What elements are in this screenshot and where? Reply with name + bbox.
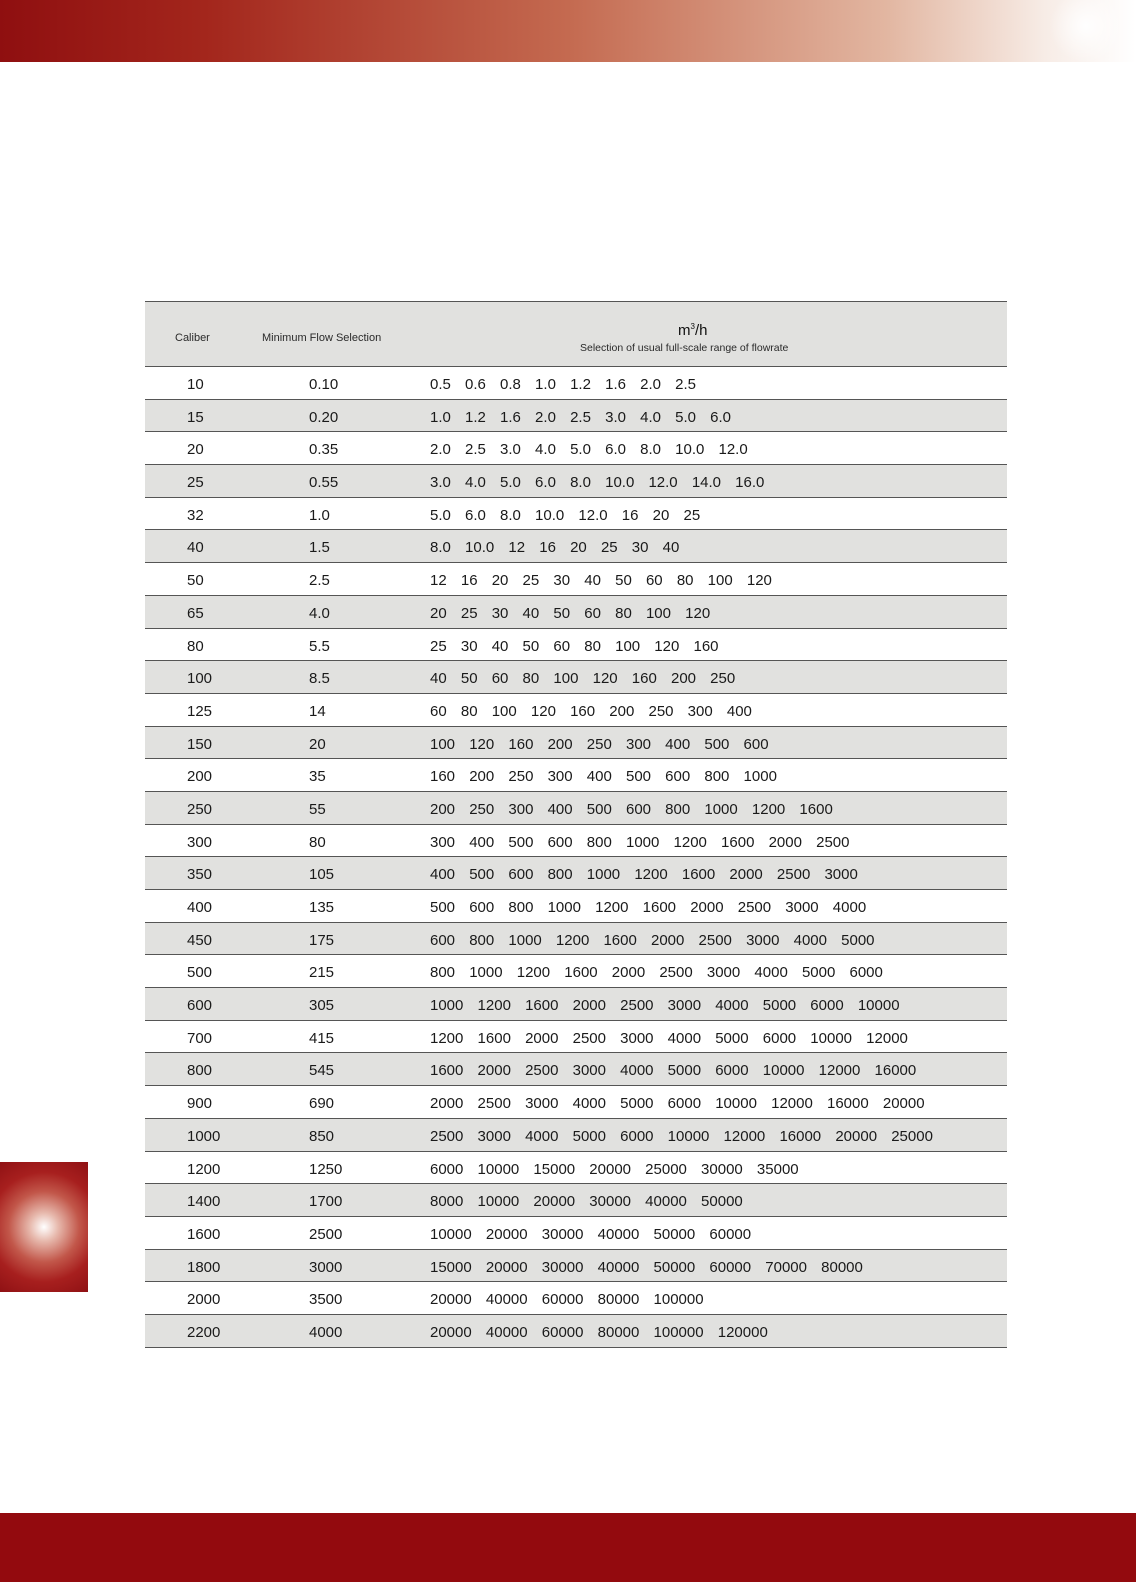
table-row [145,1315,1007,1348]
flow-range-cell: 20000 40000 60000 80000 100000 [430,1291,704,1309]
flow-range-cell: 10000 20000 30000 40000 50000 60000 [430,1225,752,1243]
side-decoration-tab [0,1162,88,1292]
table-row [145,890,1007,923]
header-caliber: Caliber [175,332,210,344]
flow-range-cell: 6000 10000 15000 20000 25000 30000 35000 [430,1160,799,1178]
min-flow-cell: 0.20 [309,408,339,426]
min-flow-cell: 545 [309,1062,335,1080]
min-flow-cell: 1250 [309,1160,343,1178]
flow-range-cell: 800 1000 1200 1600 2000 2500 3000 4000 5000 6000 [430,964,883,982]
min-flow-cell: 3000 [309,1258,343,1276]
flow-range-cell: 8.0 10.0 12 16 20 25 30 40 [430,539,680,557]
caliber-cell: 40 [187,539,204,557]
min-flow-cell: 4.0 [309,604,330,622]
flow-range-cell: 0.5 0.6 0.8 1.0 1.2 1.6 2.0 2.5 [430,376,696,393]
flow-range-cell: 300 400 500 600 800 1000 1200 1600 2000 2500 [430,833,850,851]
caliber-cell: 125 [187,702,213,720]
table-row [145,1053,1007,1086]
min-flow-cell: 850 [309,1127,335,1145]
min-flow-cell: 175 [309,931,335,949]
min-flow-cell: 1.0 [309,506,330,524]
caliber-cell: 80 [187,637,204,655]
caliber-cell: 1200 [187,1160,221,1178]
table-body [145,367,1007,1348]
flow-range-cell: 1000 1200 1600 2000 2500 3000 4000 5000 6000 10000 [430,997,900,1015]
header-unit: $m^3/h$ [678,322,708,339]
table-row [145,1119,1007,1152]
min-flow-cell: 305 [309,997,335,1015]
table-row [145,792,1007,825]
caliber-cell: 700 [187,1029,213,1047]
table-row [145,1217,1007,1250]
caliber-cell: 150 [187,735,213,753]
caliber-cell: 2200 [187,1323,221,1341]
caliber-cell: 900 [187,1095,213,1113]
min-flow-cell: 135 [309,899,335,916]
flow-range-cell: 1200 1600 2000 2500 3000 4000 5000 6000 10000 12000 [430,1029,908,1047]
min-flow-cell: 20 [309,735,326,753]
min-flow-cell: 2.5 [309,572,330,590]
min-flow-cell: 5.5 [309,637,330,655]
header-range-subtitle: Selection of usual full-scale range of flowrate [580,342,789,354]
flow-range-cell: 15000 20000 30000 40000 50000 60000 70000 80000 [430,1258,863,1276]
min-flow-cell: 105 [309,866,335,884]
table-row [145,1086,1007,1119]
table-row [145,727,1007,760]
min-flow-cell: 14 [309,702,326,720]
table-row [145,432,1007,465]
table-row [145,367,1007,400]
flow-range-cell: 20 25 30 40 50 60 80 100 120 [430,604,711,622]
table-row [145,1250,1007,1283]
table-row [145,759,1007,792]
flow-range-cell: 60 80 100 120 160 200 250 300 400 [430,702,752,720]
caliber-cell: 1800 [187,1258,221,1276]
flow-range-cell: 100 120 160 200 250 300 400 500 600 [430,735,769,753]
bottom-banner [0,1513,1136,1582]
caliber-cell: 450 [187,931,213,949]
table-row [145,1282,1007,1315]
min-flow-cell: 415 [309,1029,335,1047]
table-row [145,988,1007,1021]
min-flow-cell: 3500 [309,1291,343,1309]
flow-range-cell: 25 30 40 50 60 80 100 120 160 [430,637,719,655]
min-flow-cell: 0.55 [309,474,339,492]
flow-range-table [145,301,1007,1348]
table-row [145,923,1007,956]
table-row [145,563,1007,596]
flow-range-cell: 20000 40000 60000 80000 100000 120000 [430,1323,768,1341]
flow-range-cell: 40 50 60 80 100 120 160 200 250 [430,670,736,688]
caliber-cell: 200 [187,768,213,786]
min-flow-cell: 80 [309,833,326,851]
caliber-cell: 2000 [187,1291,221,1309]
min-flow-cell: 215 [309,964,335,982]
flow-range-cell: 8000 10000 20000 30000 40000 50000 [430,1193,743,1211]
min-flow-cell: 0.10 [309,376,339,393]
min-flow-cell: 55 [309,800,326,818]
flow-range-cell: 2500 3000 4000 5000 6000 10000 12000 16000 20000 25000 [430,1127,933,1145]
table-row [145,661,1007,694]
caliber-cell: 1400 [187,1193,221,1211]
flow-range-cell: 5.0 6.0 8.0 10.0 12.0 16 20 25 [430,506,701,524]
caliber-cell: 1000 [187,1127,221,1145]
flow-range-cell: 400 500 600 800 1000 1200 1600 2000 2500 3000 [430,866,858,884]
table-row [145,825,1007,858]
caliber-cell: 800 [187,1062,213,1080]
min-flow-cell: 1700 [309,1193,343,1211]
table-row [145,465,1007,498]
flow-range-cell: 2000 2500 3000 4000 5000 6000 10000 12000 16000 20000 [430,1095,925,1113]
caliber-cell: 65 [187,604,204,622]
table-row [145,694,1007,727]
caliber-cell: 500 [187,964,213,982]
caliber-cell: 20 [187,441,204,459]
caliber-cell: 400 [187,899,213,916]
caliber-cell: 300 [187,833,213,851]
header-min-flow: Minimum Flow Selection [262,332,382,344]
caliber-cell: 250 [187,800,213,818]
flow-range-cell: 500 600 800 1000 1200 1600 2000 2500 3000 4000 [430,899,867,916]
min-flow-cell: 0.35 [309,441,339,459]
table-row [145,400,1007,433]
table-header [145,302,1007,367]
top-banner [0,0,1136,62]
table-row [145,955,1007,988]
caliber-cell: 15 [187,408,204,426]
table-row [145,857,1007,890]
flow-range-cell: 1.0 1.2 1.6 2.0 2.5 3.0 4.0 5.0 6.0 [430,408,732,426]
min-flow-cell: 4000 [309,1323,343,1341]
min-flow-cell: 8.5 [309,670,330,688]
caliber-cell: 350 [187,866,213,884]
caliber-cell: 600 [187,997,213,1015]
min-flow-cell: 690 [309,1095,335,1113]
min-flow-cell: 35 [309,768,326,786]
flow-range-cell: 200 250 300 400 500 600 800 1000 1200 1600 [430,800,833,818]
flow-range-cell: 12 16 20 25 30 40 50 60 80 100 120 [430,572,772,590]
table-row [145,498,1007,531]
table-row [145,629,1007,662]
caliber-cell: 10 [187,376,204,393]
caliber-cell: 100 [187,670,213,688]
caliber-cell: 50 [187,572,204,590]
flow-range-cell: 160 200 250 300 400 500 600 800 1000 [430,768,777,786]
caliber-cell: 25 [187,474,204,492]
min-flow-cell: 1.5 [309,539,330,557]
caliber-cell: 32 [187,506,204,524]
table-row [145,596,1007,629]
table-row [145,1152,1007,1185]
banner-glow [1046,0,1126,66]
flow-range-cell: 600 800 1000 1200 1600 2000 2500 3000 4000 5000 [430,931,875,949]
flow-range-cell: 3.0 4.0 5.0 6.0 8.0 10.0 12.0 14.0 16.0 [430,474,765,492]
table-row [145,530,1007,563]
caliber-cell: 1600 [187,1225,221,1243]
flow-range-cell: 1600 2000 2500 3000 4000 5000 6000 10000 12000 16000 [430,1062,917,1080]
min-flow-cell: 2500 [309,1225,343,1243]
table-row [145,1021,1007,1054]
table-row [145,1184,1007,1217]
flow-range-cell: 2.0 2.5 3.0 4.0 5.0 6.0 8.0 10.0 12.0 [430,441,748,459]
